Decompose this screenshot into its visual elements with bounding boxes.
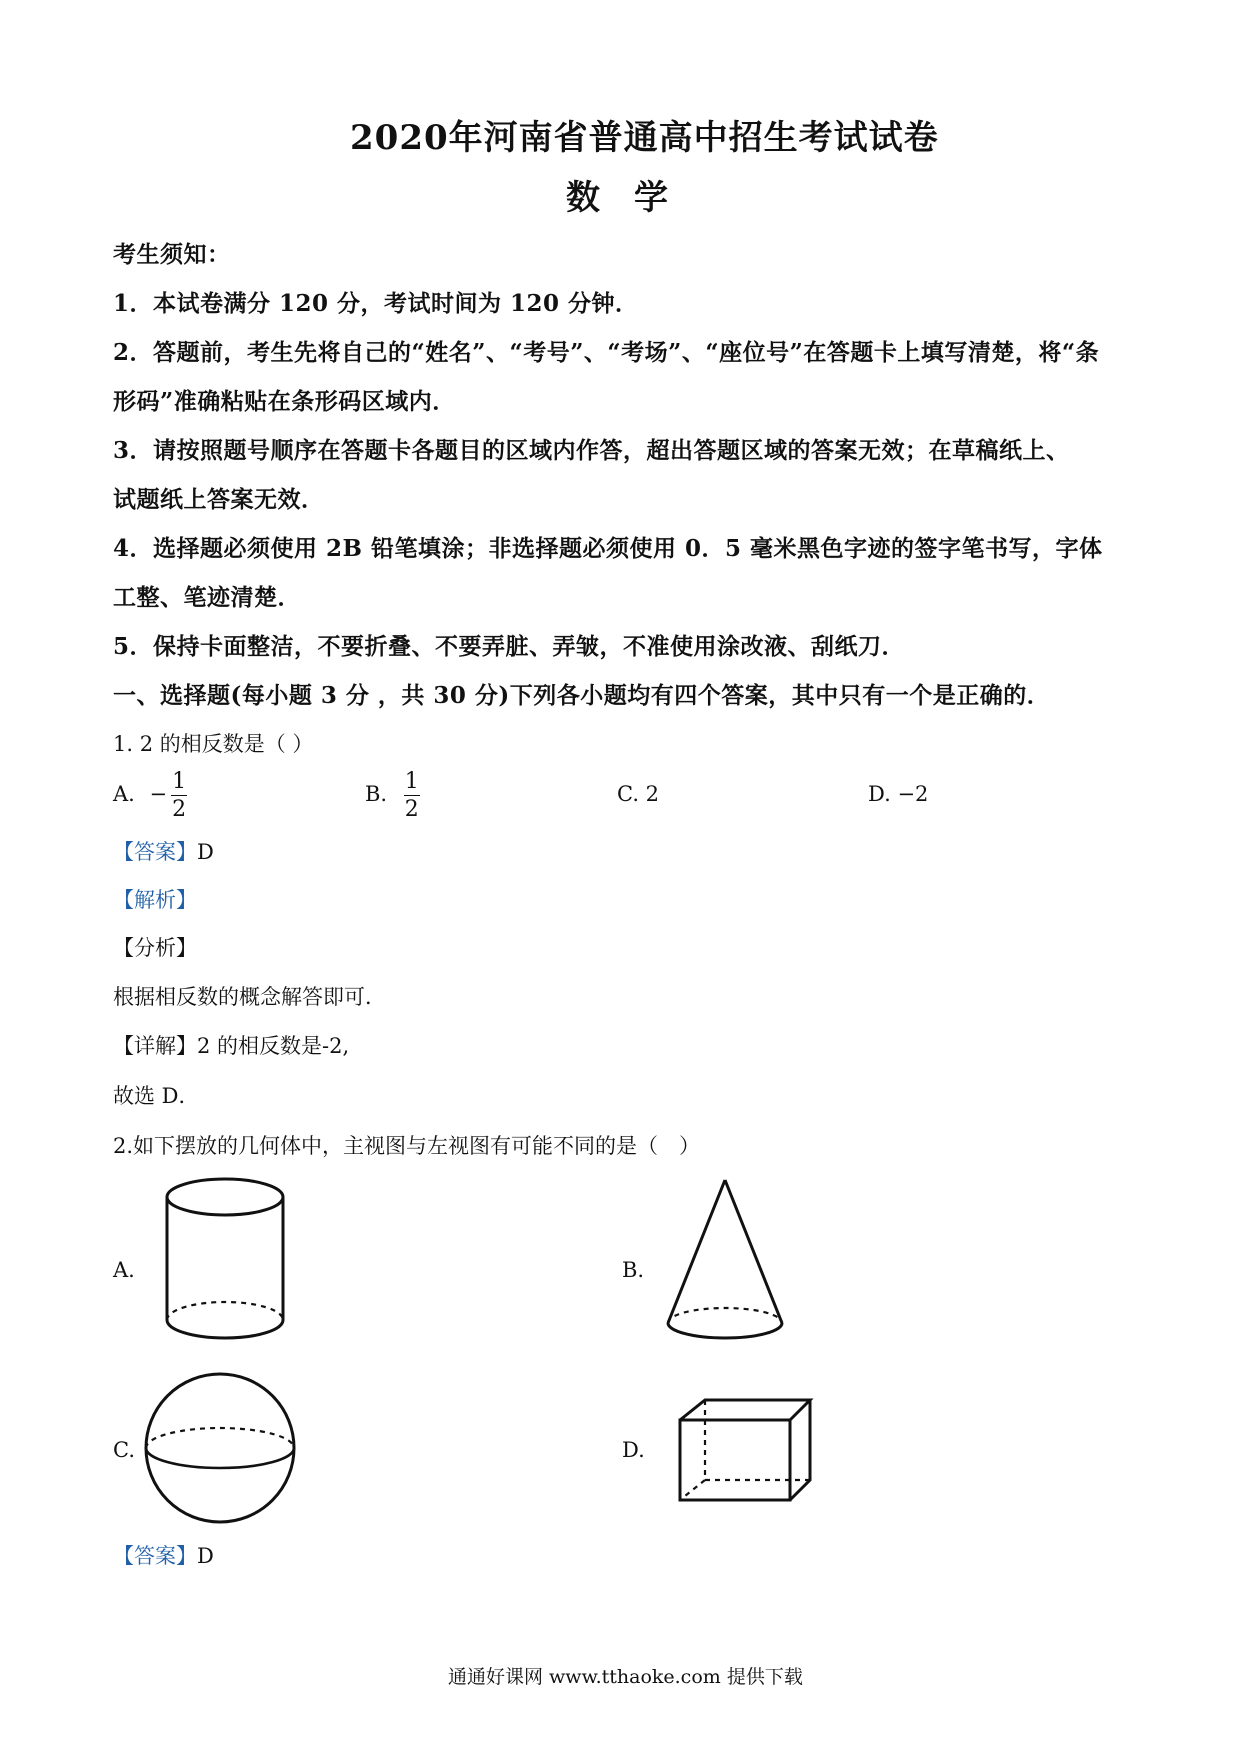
q1-option-a-label: A. bbox=[113, 782, 135, 807]
cuboid-top-face bbox=[680, 1400, 810, 1420]
q2-answer bbox=[113, 1540, 214, 1570]
q1-option-b-label: B. bbox=[365, 782, 388, 807]
sphere-figure bbox=[140, 1368, 300, 1528]
q2-option-a-label: A. bbox=[113, 1258, 135, 1282]
q1-option-a bbox=[113, 770, 187, 821]
notice-heading: 考生须知： bbox=[113, 241, 231, 268]
q1-option-c: C. 2 bbox=[617, 782, 660, 806]
answer-value: D bbox=[197, 1544, 214, 1568]
answer-value: D bbox=[197, 840, 214, 864]
q1-fenxi-text: 根据相反数的概念解答即可． bbox=[113, 985, 386, 1009]
notice-item: 1．本试卷满分 120 分，考试时间为 120 分钟． bbox=[113, 290, 639, 317]
q1-fenxi-tag: 【分析】 bbox=[113, 936, 197, 960]
cone-base-front bbox=[668, 1323, 782, 1338]
cuboid-figure bbox=[675, 1395, 820, 1510]
q1-jiexi-tag: 【解析】 bbox=[113, 888, 197, 912]
cone-right-edge bbox=[725, 1180, 782, 1323]
fraction-denominator: 2 bbox=[172, 797, 187, 823]
fraction-numerator: 1 bbox=[172, 769, 187, 794]
q2-stem: 2.如下摆放的几何体中，主视图与左视图有可能不同的是（ ） bbox=[113, 1134, 701, 1158]
subject-title: 数 学 bbox=[566, 178, 668, 218]
notice-item: 5．保持卡面整洁，不要折叠、不要弄脏、弄皱，不准使用涂改液、刮纸刀． bbox=[113, 633, 906, 660]
sphere-outline bbox=[146, 1374, 294, 1522]
q1-option-a-fraction bbox=[171, 770, 187, 821]
notice-item: 4．选择题必须使用 2B 铅笔填涂；非选择题必须使用 0．5 毫米黑色字迹的签字笔书写，字体 bbox=[113, 535, 1103, 562]
cone-left-edge bbox=[668, 1180, 725, 1323]
q1-option-b-fraction bbox=[404, 770, 420, 821]
xiangjie-text: 2 的相反数是-2, bbox=[197, 1034, 350, 1058]
q1-stem: 1. 2 的相反数是（ ） bbox=[113, 732, 314, 756]
q2-option-c-label: C. bbox=[113, 1438, 135, 1462]
notice-item: 3．请按照题号顺序在答题卡各题目的区域内作答，超出答题区域的答案无效；在草稿纸上、 bbox=[113, 437, 1070, 464]
answer-tag: 【答案】 bbox=[113, 840, 197, 864]
cone-base-back bbox=[668, 1308, 782, 1323]
cuboid-hidden-diagonal bbox=[680, 1480, 705, 1500]
q2-option-b-label: B. bbox=[622, 1258, 645, 1282]
cylinder-top-ellipse bbox=[167, 1179, 283, 1215]
answer-tag: 【答案】 bbox=[113, 1544, 197, 1568]
notice-item: 2．答题前，考生先将自己的“姓名”、“考号”、“考场”、“座位号”在答题卡上填写清楚，将“条 bbox=[113, 339, 1100, 366]
q1-option-b bbox=[365, 770, 420, 821]
notice-item: 工整、笔迹清楚． bbox=[113, 584, 301, 611]
cone-figure bbox=[660, 1175, 790, 1345]
sphere-equator-back bbox=[146, 1428, 294, 1448]
exam-title: 2020年河南省普通高中招生考试试卷 bbox=[350, 118, 939, 158]
cylinder-bottom-back bbox=[167, 1302, 283, 1320]
page-footer: 通通好课网 www.tthaoke.com 提供下载 bbox=[448, 1666, 803, 1688]
q1-xiangjie bbox=[113, 1030, 349, 1060]
fraction-bar bbox=[171, 795, 187, 796]
notice-item: 试题纸上答案无效． bbox=[113, 486, 325, 513]
fraction-denominator: 2 bbox=[404, 797, 419, 823]
q1-conclusion: 故选 D． bbox=[113, 1084, 200, 1108]
xiangjie-tag: 【详解】 bbox=[113, 1034, 197, 1058]
q1-option-a-sign: − bbox=[149, 782, 168, 807]
cylinder-figure bbox=[160, 1175, 300, 1345]
notice-item: 形码”准确粘贴在条形码区域内． bbox=[113, 388, 456, 415]
sphere-equator-front bbox=[146, 1448, 294, 1468]
q1-answer bbox=[113, 836, 214, 866]
q2-option-d-label: D. bbox=[622, 1438, 645, 1462]
q1-option-d: D. −2 bbox=[868, 782, 929, 806]
fraction-numerator: 1 bbox=[404, 769, 419, 794]
cylinder-bottom-front bbox=[167, 1320, 283, 1338]
fraction-bar bbox=[404, 795, 420, 796]
section-heading: 一、选择题(每小题 3 分 ，共 30 分)下列各小题均有四个答案，其中只有一个是正确的． bbox=[113, 682, 1051, 709]
